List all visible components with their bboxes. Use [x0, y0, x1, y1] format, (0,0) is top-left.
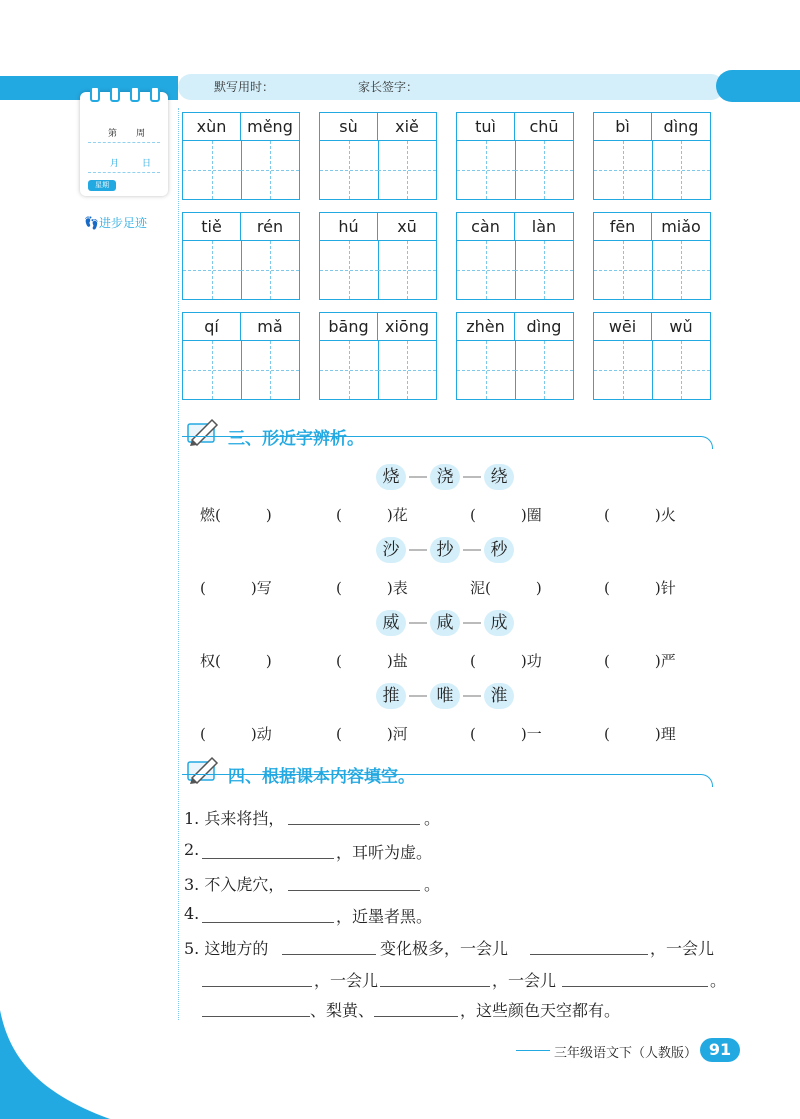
- pinyin-label: qí: [183, 313, 241, 341]
- pinyin-grid: [456, 212, 574, 300]
- pinyin-label: miǎo: [652, 213, 710, 241]
- dash-separator: [409, 622, 427, 624]
- dash-separator: [463, 476, 481, 478]
- pinyin-label: fēn: [594, 213, 652, 241]
- pinyin-grid: [456, 112, 574, 200]
- char-bubble: 淮: [484, 683, 514, 709]
- q1-end: 。: [424, 809, 441, 828]
- writing-cell[interactable]: [515, 241, 573, 299]
- month-label: 月: [110, 159, 120, 169]
- word-blank-item[interactable]: ( )理: [604, 725, 676, 743]
- pinyin-label: xū: [378, 213, 436, 241]
- writing-cell[interactable]: [515, 341, 573, 399]
- q5-text-b: 变化极多，一会儿: [380, 939, 509, 958]
- calendar-card: [80, 92, 168, 196]
- dash-separator: [463, 549, 481, 551]
- q4-blank[interactable]: [202, 922, 334, 923]
- word-blank-item[interactable]: ( )河: [336, 725, 408, 743]
- writing-cell[interactable]: [378, 141, 436, 199]
- q3-blank[interactable]: [288, 890, 420, 891]
- char-bubble: 唯: [430, 683, 460, 709]
- section3-title: 三、形近字辨析。: [228, 429, 364, 449]
- word-blank-item[interactable]: ( )功: [470, 652, 542, 670]
- margin-dotted-line: [178, 108, 179, 1020]
- q5-text-c: ，一会儿: [650, 939, 715, 958]
- writing-cell[interactable]: [594, 341, 653, 399]
- pinyin-label: zhèn: [457, 313, 515, 341]
- progress-label: 进步足迹: [98, 216, 147, 230]
- char-group: [376, 464, 514, 490]
- header-band-right: [716, 70, 800, 102]
- word-blank-item[interactable]: ( )动: [200, 725, 272, 743]
- weekday-badge: 星期: [88, 180, 116, 191]
- word-blank-item[interactable]: ( )针: [604, 579, 676, 597]
- word-blank-item[interactable]: 燃( ): [200, 506, 272, 524]
- pinyin-label: tuì: [457, 113, 515, 141]
- word-blank-item[interactable]: ( )盐: [336, 652, 408, 670]
- dash-separator: [463, 622, 481, 624]
- q5-text-a: 5. 这地方的: [184, 939, 269, 958]
- writing-cell[interactable]: [241, 141, 299, 199]
- q1-text: 1. 兵来将挡，: [184, 809, 285, 828]
- char-bubble: 秒: [484, 537, 514, 563]
- dash-separator: [409, 695, 427, 697]
- pinyin-label: rén: [241, 213, 299, 241]
- char-bubble: 咸: [430, 610, 460, 636]
- writing-cell[interactable]: [378, 241, 436, 299]
- writing-cell[interactable]: [183, 141, 242, 199]
- char-bubble: 绕: [484, 464, 514, 490]
- word-blank-item[interactable]: ( )一: [470, 725, 542, 743]
- parent-sign-label: 家长签字：: [358, 80, 419, 94]
- char-bubble: 烧: [376, 464, 406, 490]
- pinyin-label: měng: [241, 113, 299, 141]
- pinyin-label: xiōng: [378, 313, 436, 341]
- page-number: 91: [700, 1038, 740, 1062]
- pinyin-grid: [593, 212, 711, 300]
- writing-cell[interactable]: [183, 341, 242, 399]
- day-label: 日: [142, 159, 152, 169]
- dash-separator: [409, 476, 427, 478]
- char-bubble: 成: [484, 610, 514, 636]
- pinyin-label: bì: [594, 113, 652, 141]
- q5-blank-4[interactable]: [380, 986, 490, 987]
- writing-cell[interactable]: [457, 341, 516, 399]
- pinyin-label: xiě: [378, 113, 436, 141]
- pinyin-label: dìng: [515, 313, 573, 341]
- q5-text-h: ，这些颜色天空都有。: [460, 1001, 621, 1020]
- week-suffix: 周: [136, 129, 146, 139]
- pinyin-label: hú: [320, 213, 378, 241]
- pinyin-label: càn: [457, 213, 515, 241]
- q5-blank-5[interactable]: [562, 986, 708, 987]
- q4-num: 4.: [184, 904, 200, 923]
- q5-blank-2[interactable]: [530, 954, 648, 955]
- q3-text: 3. 不入虎穴，: [184, 875, 285, 894]
- pinyin-grid: [593, 312, 711, 400]
- dash-separator: [409, 549, 427, 551]
- q5-blank-6[interactable]: [202, 1016, 310, 1017]
- writing-cell[interactable]: [183, 241, 242, 299]
- writing-cell[interactable]: [320, 241, 379, 299]
- q2-text: ，耳听为虚。: [336, 843, 433, 862]
- pinyin-grid: [182, 312, 300, 400]
- q3-end: 。: [424, 875, 441, 894]
- q5-text-g: 、梨黄、: [310, 1001, 375, 1020]
- dictation-time-label: 默写用时：: [214, 80, 275, 94]
- char-bubble: 浇: [430, 464, 460, 490]
- pinyin-label: dìng: [652, 113, 710, 141]
- footprint-icon: 👣: [84, 216, 99, 230]
- pinyin-label: làn: [515, 213, 573, 241]
- word-blank-item[interactable]: ( )严: [604, 652, 676, 670]
- word-blank-item[interactable]: ( )火: [604, 506, 676, 524]
- q5-blank-7[interactable]: [374, 1016, 458, 1017]
- writing-cell[interactable]: [515, 141, 573, 199]
- pinyin-label: chū: [515, 113, 573, 141]
- pinyin-grid: [182, 212, 300, 300]
- pinyin-label: wēi: [594, 313, 652, 341]
- word-blank-item[interactable]: 泥( ): [470, 579, 542, 597]
- pinyin-grid: [319, 112, 437, 200]
- q5-text-d: ，一会儿: [314, 971, 379, 990]
- word-blank-item[interactable]: ( )写: [200, 579, 272, 597]
- q5-blank-1[interactable]: [282, 954, 376, 955]
- word-blank-item[interactable]: ( )圈: [470, 506, 542, 524]
- writing-cell[interactable]: [378, 341, 436, 399]
- writing-cell[interactable]: [320, 141, 379, 199]
- char-bubble: 威: [376, 610, 406, 636]
- char-group: [376, 537, 514, 563]
- q2-blank[interactable]: [202, 858, 334, 859]
- writing-cell[interactable]: [594, 241, 653, 299]
- progress-footprints: [84, 214, 147, 231]
- q5-blank-3[interactable]: [202, 986, 312, 987]
- word-blank-item[interactable]: ( )表: [336, 579, 408, 597]
- word-blank-item[interactable]: 权( ): [200, 652, 272, 670]
- pinyin-grid: [593, 112, 711, 200]
- book-title: 三年级语文下（人教版）: [550, 1042, 701, 1061]
- q4-text: ，近墨者黑。: [336, 907, 433, 926]
- char-bubble: 沙: [376, 537, 406, 563]
- char-bubble: 抄: [430, 537, 460, 563]
- writing-cell[interactable]: [652, 141, 710, 199]
- writing-cell[interactable]: [594, 141, 653, 199]
- pinyin-label: bāng: [320, 313, 378, 341]
- char-bubble: 推: [376, 683, 406, 709]
- pinyin-grid: [182, 112, 300, 200]
- section4-title: 四、根据课本内容填空。: [228, 767, 415, 787]
- char-group: [376, 683, 514, 709]
- dash-separator: [463, 695, 481, 697]
- writing-cell[interactable]: [241, 341, 299, 399]
- char-group: [376, 610, 514, 636]
- pinyin-label: mǎ: [241, 313, 299, 341]
- q1-blank[interactable]: [288, 824, 420, 825]
- writing-cell[interactable]: [652, 341, 710, 399]
- pinyin-label: tiě: [183, 213, 241, 241]
- pinyin-label: wǔ: [652, 313, 710, 341]
- writing-cell[interactable]: [241, 241, 299, 299]
- q5-text-f: 。: [710, 971, 727, 990]
- writing-cell[interactable]: [652, 241, 710, 299]
- word-blank-item[interactable]: ( )花: [336, 506, 408, 524]
- corner-wave-decoration: [0, 1010, 110, 1119]
- writing-cell[interactable]: [457, 241, 516, 299]
- pinyin-label: xùn: [183, 113, 241, 141]
- pinyin-grid: [456, 312, 574, 400]
- q2-num: 2.: [184, 840, 200, 859]
- pinyin-grid: [319, 212, 437, 300]
- writing-cell[interactable]: [320, 341, 379, 399]
- pinyin-label: sù: [320, 113, 378, 141]
- writing-cell[interactable]: [457, 141, 516, 199]
- week-label: 第: [108, 129, 118, 139]
- pinyin-grid: [319, 312, 437, 400]
- q5-text-e: ，一会儿: [492, 971, 557, 990]
